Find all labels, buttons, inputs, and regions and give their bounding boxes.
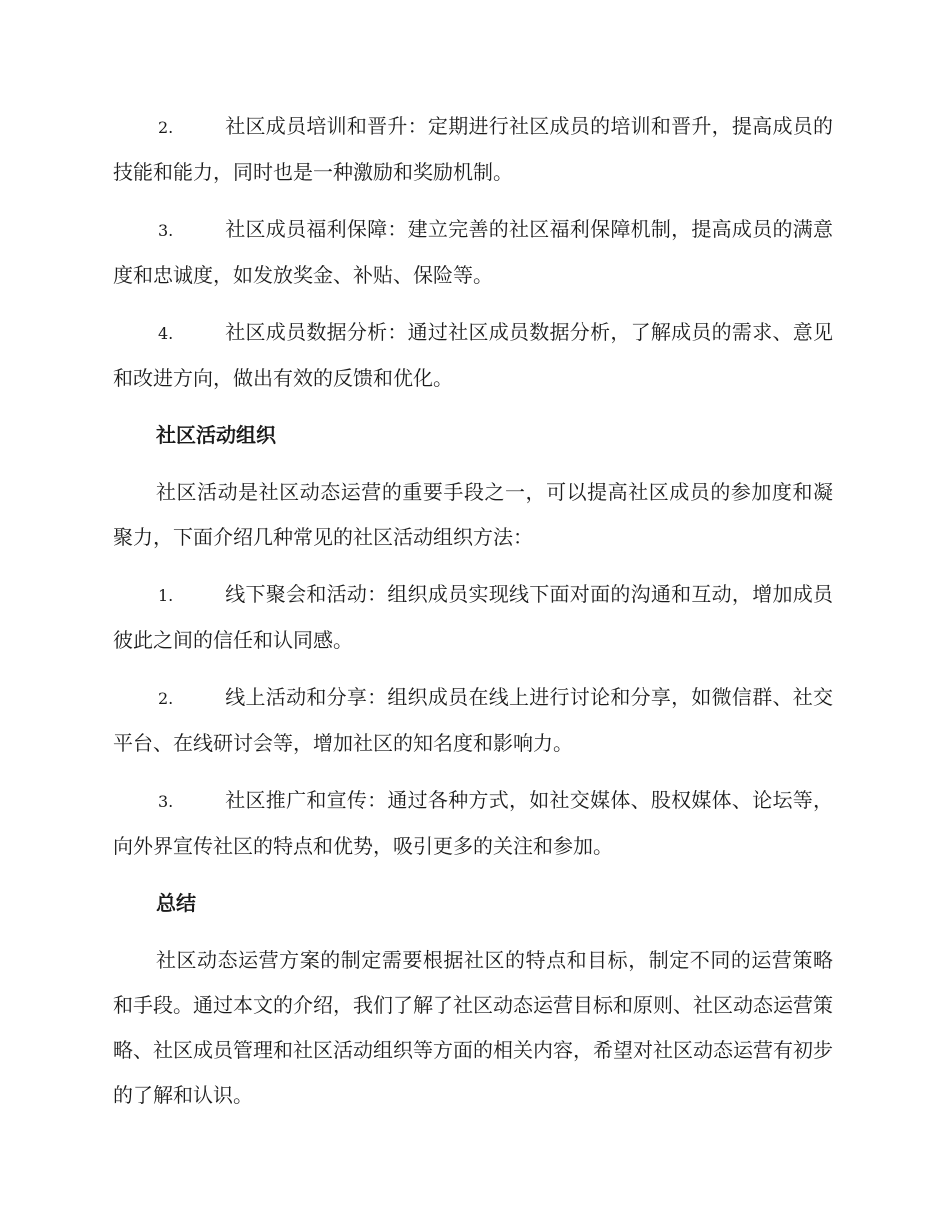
list-item-text: 线上活动和分享：组织成员在线上进行讨论和分享，如微信群、社交平台、在线研讨会等，增加社区的知名度和影响力。: [113, 685, 833, 755]
list-item-text: 社区成员培训和晋升：定期进行社区成员的培训和晋升，提高成员的技能和能力，同时也是一种激励和奖励机制。: [113, 114, 833, 184]
list-number: 1.: [158, 586, 174, 605]
list-item: [113, 310, 833, 401]
list-item: [113, 778, 833, 869]
list-item: [113, 207, 833, 298]
summary-paragraph: 社区动态运营方案的制定需要根据社区的特点和目标，制定不同的运营策略和手段。通过本文的介绍，我们了解了社区动态运营目标和原则、社区动态运营策略、社区成员管理和社区活动组织等方面的相关内容，希望对社区动态运营有初步的了解和认识。: [113, 948, 833, 1107]
section-heading-summary: 总结: [156, 891, 196, 915]
document-page: [113, 104, 833, 1130]
list-number: 3.: [158, 792, 174, 811]
list-number: 3.: [158, 221, 174, 240]
list-item-text: 社区推广和宣传：通过各种方式，如社交媒体、股权媒体、论坛等，向外界宣传社区的特点和优势，吸引更多的关注和参加。: [113, 788, 833, 858]
list-item-text: 线下聚会和活动：组织成员实现线下面对面的沟通和互动，增加成员彼此之间的信任和认同感。: [113, 582, 833, 652]
list-item: [113, 104, 833, 195]
section-intro-paragraph: 社区活动是社区动态运营的重要手段之一，可以提高社区成员的参加度和凝聚力，下面介绍几种常见的社区活动组织方法：: [113, 480, 833, 549]
list-item: [113, 675, 833, 766]
list-number: 2.: [158, 689, 174, 708]
list-item: [113, 572, 833, 663]
list-item-text: 社区成员数据分析：通过社区成员数据分析，了解成员的需求、意见和改进方向，做出有效的反馈和优化。: [113, 320, 833, 390]
list-number: 2.: [158, 118, 174, 137]
section-heading-activity: 社区活动组织: [156, 423, 276, 447]
list-item-text: 社区成员福利保障：建立完善的社区福利保障机制，提高成员的满意度和忠诚度，如发放奖金、补贴、保险等。: [113, 217, 833, 287]
list-number: 4.: [158, 324, 174, 343]
